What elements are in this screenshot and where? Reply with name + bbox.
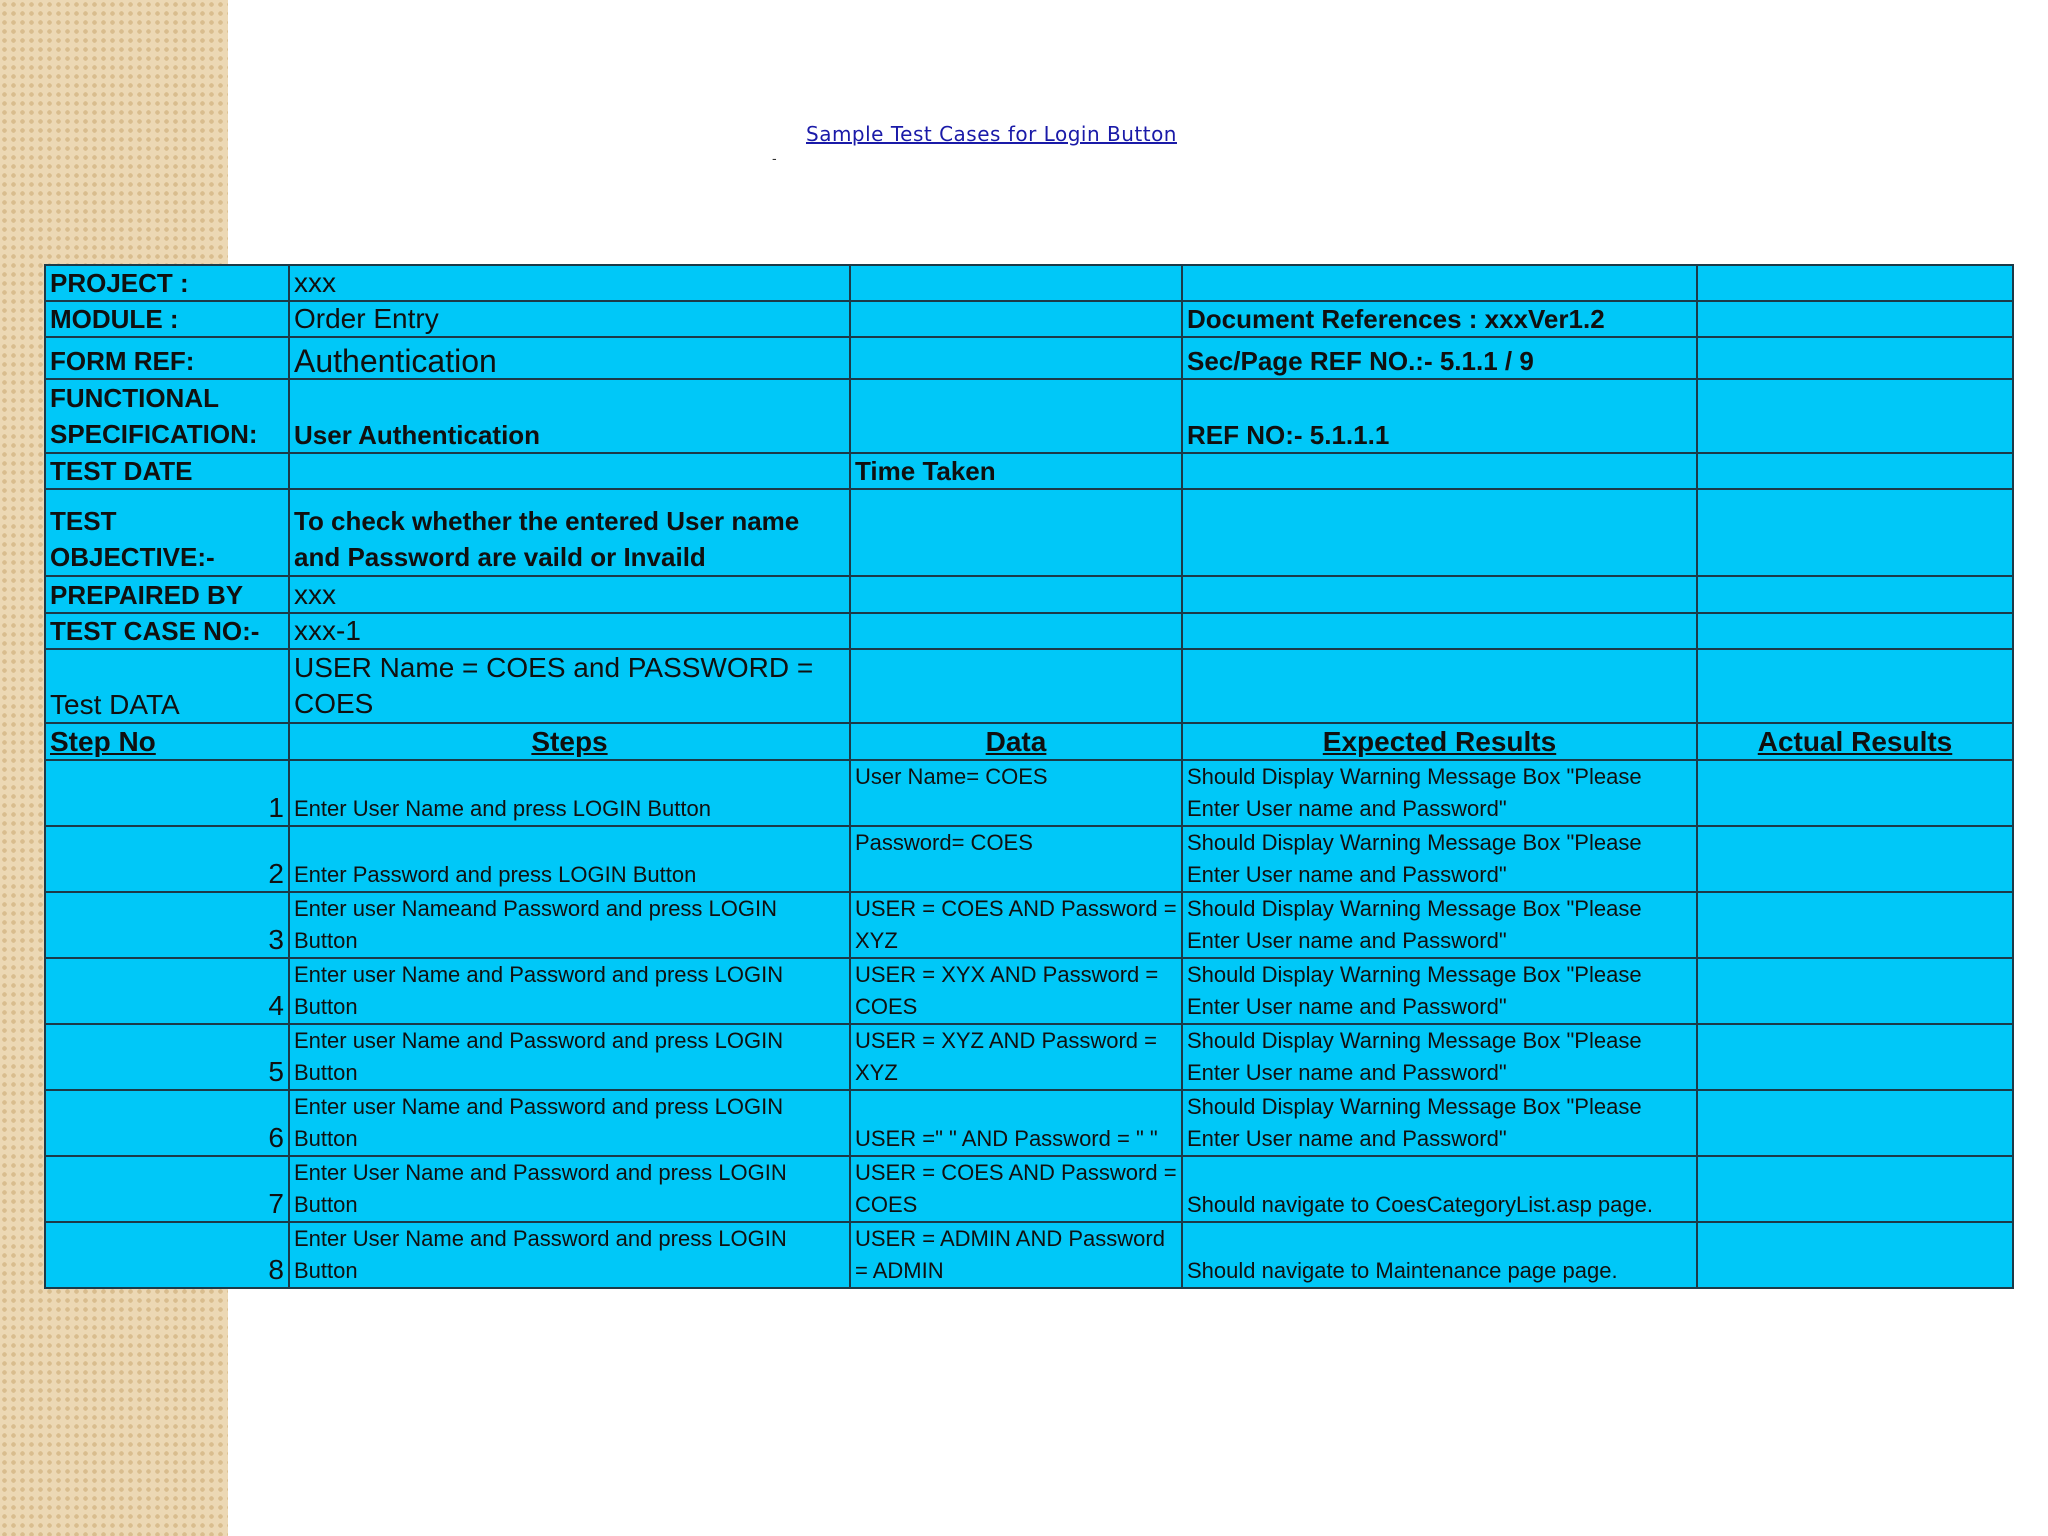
empty-cell	[1697, 265, 2013, 301]
actual-result	[1697, 1156, 2013, 1222]
form-ref-label: FORM REF:	[45, 337, 289, 379]
actual-result	[1697, 892, 2013, 958]
step-number: 3	[45, 892, 289, 958]
test-date-label: TEST DATE	[45, 453, 289, 489]
test-data-label: Test DATA	[45, 649, 289, 723]
step-data: USER = XYX AND Password = COES	[850, 958, 1182, 1024]
step-description: Enter user Nameand Password and press LOGIN Button	[289, 892, 850, 958]
step-data: USER = COES AND Password = XYZ	[850, 892, 1182, 958]
sec-page-ref: Sec/Page REF NO.:- 5.1.1 / 9	[1182, 337, 1697, 379]
test-case-no-value: xxx-1	[289, 613, 850, 649]
objective-row	[45, 489, 2013, 576]
step-data: USER =" " AND Password = " "	[850, 1090, 1182, 1156]
step-number: 1	[45, 760, 289, 826]
prepared-by-row	[45, 576, 2013, 613]
empty-cell	[1697, 613, 2013, 649]
empty-cell	[1697, 649, 2013, 723]
table-row	[45, 1156, 2013, 1222]
step-number: 2	[45, 826, 289, 892]
table-row	[45, 760, 2013, 826]
table-row	[45, 1222, 2013, 1288]
step-description: Enter Password and press LOGIN Button	[289, 826, 850, 892]
empty-cell	[1182, 576, 1697, 613]
table-row	[45, 1024, 2013, 1090]
prepared-by-label: PREPAIRED BY	[45, 576, 289, 613]
document-references: Document References : xxxVer1.2	[1182, 301, 1697, 337]
objective-label: TEST OBJECTIVE:-	[45, 489, 289, 576]
actual-result	[1697, 958, 2013, 1024]
form-ref-value: Authentication	[289, 337, 850, 379]
expected-result: Should Display Warning Message Box "Please Enter User name and Password"	[1182, 1090, 1697, 1156]
test-date-value	[289, 453, 850, 489]
step-description: Enter User Name and press LOGIN Button	[289, 760, 850, 826]
time-taken-label: Time Taken	[850, 453, 1182, 489]
step-data: Password= COES	[850, 826, 1182, 892]
step-description: Enter User Name and Password and press LOGIN Button	[289, 1222, 850, 1288]
step-number: 4	[45, 958, 289, 1024]
actual-result	[1697, 826, 2013, 892]
empty-cell	[850, 613, 1182, 649]
empty-cell	[850, 489, 1182, 576]
empty-cell	[1697, 301, 2013, 337]
project-label: PROJECT :	[45, 265, 289, 301]
table-row	[45, 892, 2013, 958]
empty-cell	[1697, 379, 2013, 453]
title-dash: -	[772, 150, 777, 166]
expected-result: Should navigate to CoesCategoryList.asp page.	[1182, 1156, 1697, 1222]
empty-cell	[850, 379, 1182, 453]
step-description: Enter user Name and Password and press LOGIN Button	[289, 1024, 850, 1090]
step-number: 7	[45, 1156, 289, 1222]
step-description: Enter User Name and Password and press LOGIN Button	[289, 1156, 850, 1222]
expected-result: Should Display Warning Message Box "Please Enter User name and Password"	[1182, 1024, 1697, 1090]
expected-result: Should Display Warning Message Box "Please Enter User name and Password"	[1182, 826, 1697, 892]
table-row	[45, 826, 2013, 892]
column-header-step-no: Step No	[45, 723, 289, 760]
step-number: 6	[45, 1090, 289, 1156]
column-header-steps: Steps	[289, 723, 850, 760]
module-label: MODULE :	[45, 301, 289, 337]
test-data-row	[45, 649, 2013, 723]
column-header-expected-results: Expected Results	[1182, 723, 1697, 760]
column-header-data: Data	[850, 723, 1182, 760]
functional-spec-value: User Authentication	[289, 379, 850, 453]
step-data: USER = XYZ AND Password = XYZ	[850, 1024, 1182, 1090]
empty-cell	[850, 649, 1182, 723]
step-data: User Name= COES	[850, 760, 1182, 826]
empty-cell	[1697, 489, 2013, 576]
step-description: Enter user Name and Password and press LOGIN Button	[289, 1090, 850, 1156]
module-row	[45, 301, 2013, 337]
expected-result: Should navigate to Maintenance page page.	[1182, 1222, 1697, 1288]
document-title-link[interactable]: Sample Test Cases for Login Button	[806, 122, 1177, 146]
empty-cell	[1182, 613, 1697, 649]
expected-result: Should Display Warning Message Box "Please Enter User name and Password"	[1182, 760, 1697, 826]
project-value: xxx	[289, 265, 850, 301]
prepared-by-value: xxx	[289, 576, 850, 613]
empty-cell	[1697, 576, 2013, 613]
column-header-row	[45, 723, 2013, 760]
step-description: Enter user Name and Password and press LOGIN Button	[289, 958, 850, 1024]
empty-cell	[850, 301, 1182, 337]
empty-cell	[1182, 265, 1697, 301]
test-case-no-label: TEST CASE NO:-	[45, 613, 289, 649]
empty-cell	[1182, 649, 1697, 723]
actual-result	[1697, 760, 2013, 826]
form-ref-row	[45, 337, 2013, 379]
step-number: 5	[45, 1024, 289, 1090]
empty-cell	[1697, 337, 2013, 379]
empty-cell	[850, 337, 1182, 379]
actual-result	[1697, 1090, 2013, 1156]
empty-cell	[1182, 489, 1697, 576]
test-date-row	[45, 453, 2013, 489]
test-case-no-row	[45, 613, 2013, 649]
module-value: Order Entry	[289, 301, 850, 337]
step-number: 8	[45, 1222, 289, 1288]
actual-result	[1697, 1222, 2013, 1288]
table-row	[45, 958, 2013, 1024]
ref-no: REF NO:- 5.1.1.1	[1182, 379, 1697, 453]
objective-value: To check whether the entered User name and Password are vaild or Invaild	[289, 489, 850, 576]
project-row	[45, 265, 2013, 301]
step-data: USER = ADMIN AND Password = ADMIN	[850, 1222, 1182, 1288]
step-data: USER = COES AND Password = COES	[850, 1156, 1182, 1222]
actual-result	[1697, 1024, 2013, 1090]
empty-cell	[850, 576, 1182, 613]
column-header-actual-results: Actual Results	[1697, 723, 2013, 760]
test-case-sheet	[44, 264, 2014, 1289]
expected-result: Should Display Warning Message Box "Please Enter User name and Password"	[1182, 892, 1697, 958]
empty-cell	[850, 265, 1182, 301]
empty-cell	[1182, 453, 1697, 489]
test-data-value: USER Name = COES and PASSWORD = COES	[289, 649, 850, 723]
table-row	[45, 1090, 2013, 1156]
functional-spec-row	[45, 379, 2013, 453]
functional-spec-label: FUNCTIONAL SPECIFICATION:	[45, 379, 289, 453]
empty-cell	[1697, 453, 2013, 489]
expected-result: Should Display Warning Message Box "Please Enter User name and Password"	[1182, 958, 1697, 1024]
